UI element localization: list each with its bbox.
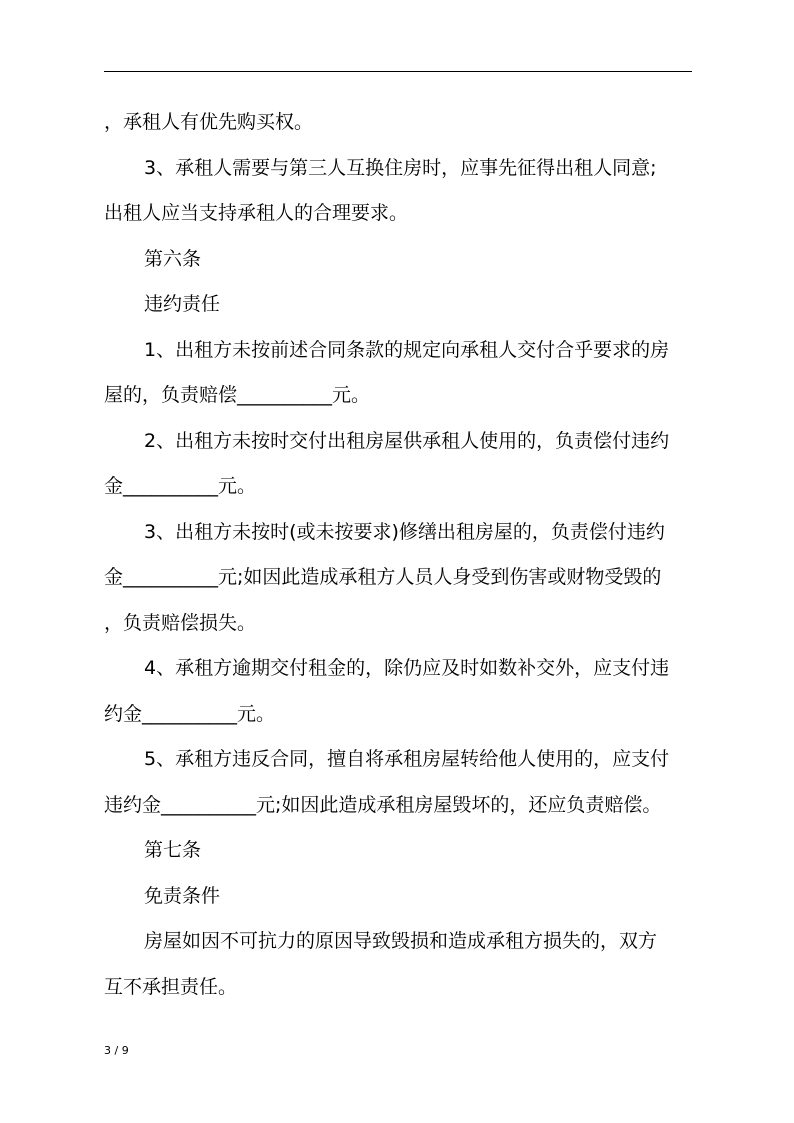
text-line: 约金__________元。 <box>104 702 276 725</box>
text-line: 金__________元;如因此造成承租方人员人身受到伤害或财物受毁的 <box>104 566 662 588</box>
text-line: 屋的，负责赔偿__________元。 <box>104 384 371 406</box>
text-line: 房屋如因不可抗力的原因导致毁损和造成承租方损失的，双方 <box>144 930 658 952</box>
text-line: 互不承担责任。 <box>104 975 238 998</box>
text-line: 1、出租方未按前述合同条款的规定向承租人交付合乎要求的房 <box>144 338 670 361</box>
text-line: 3、出租方未按时(或未按要求)修缮出租房屋的，负责偿付违约 <box>144 520 665 543</box>
text-line: 出租人应当支持承租人的合理要求。 <box>104 202 409 224</box>
text-line: 2、出租方未按时交付出租房屋供承租人使用的，负责偿付违约 <box>144 429 670 452</box>
text-line: 3、承租人需要与第三人互换住房时，应事先征得出租人同意; <box>144 156 657 179</box>
text-line: 5、承租方违反合同，擅自将承租房屋转给他人使用的，应支付 <box>144 748 670 770</box>
header-rule <box>104 71 692 72</box>
text-line: 违约金__________元;如因此造成承租房屋毁坏的，还应负责赔偿。 <box>104 793 662 816</box>
section-heading: 第七条 <box>144 839 202 861</box>
page-number: 3 / 9 <box>104 1044 129 1057</box>
text-line: 4、承租方逾期交付租金的，除仍应及时如数补交外，应支付违 <box>144 657 670 679</box>
section-title: 免责条件 <box>144 884 221 907</box>
document-body <box>104 100 694 1010</box>
section-heading: 第六条 <box>144 247 202 270</box>
text-line: ，承租人有优先购买权。 <box>104 111 314 133</box>
section-title: 违约责任 <box>144 293 221 315</box>
text-line: ，负责赔偿损失。 <box>104 611 257 634</box>
text-line: 金__________元。 <box>104 475 257 497</box>
